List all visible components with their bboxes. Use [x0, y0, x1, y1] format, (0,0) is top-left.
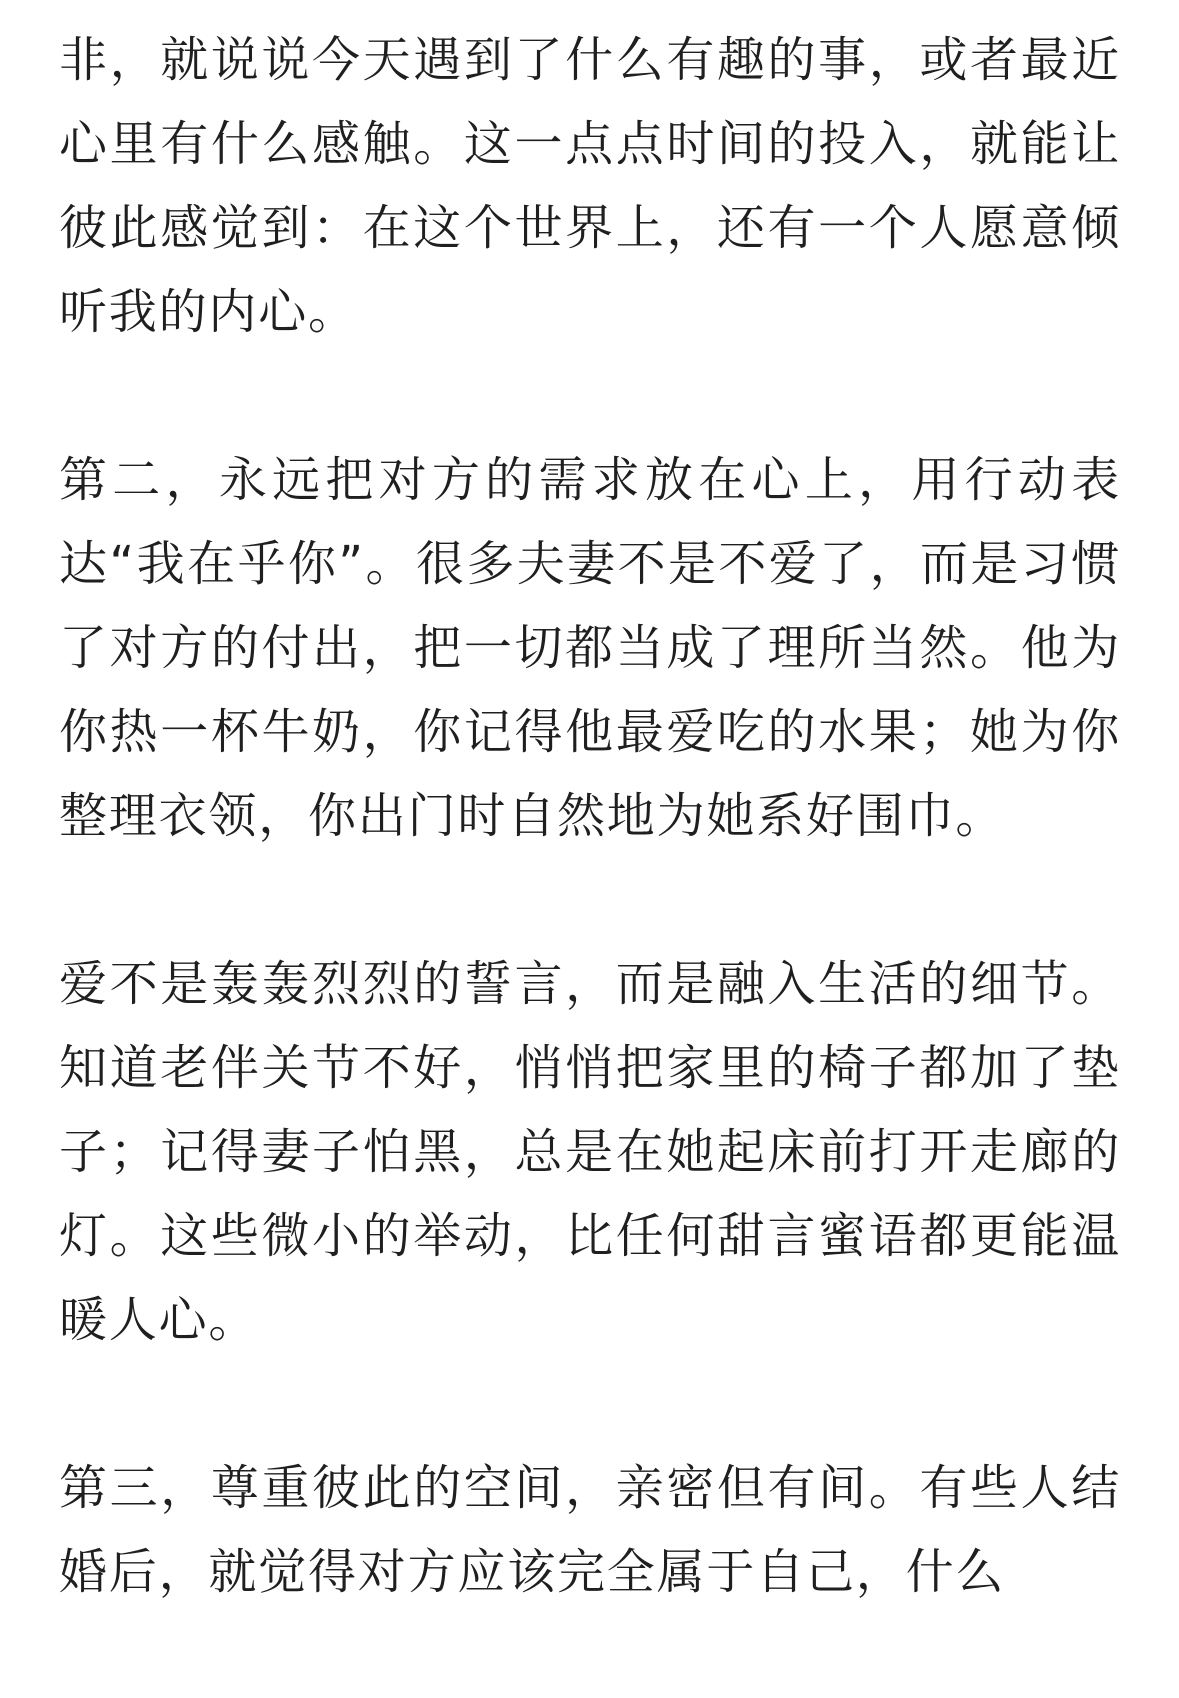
- paragraph-love-details: 爱不是轰轰烈烈的誓言，而是融入生活的细节。知道老伴关节不好，悄悄把家里的椅子都加了垫子；记得妻子怕黑，总是在她起床前打开走廊的灯。这些微小的举动，比任何甜言蜜语都更能温暖人心。: [59, 956, 1121, 1348]
- paragraph-third-point: 第三，尊重彼此的空间，亲密但有间。有些人结婚后，就觉得对方应该完全属于自己，什么: [59, 1460, 1121, 1600]
- paragraph-second-point: 第二，永远把对方的需求放在心上，用行动表达“我在乎你”。很多夫妻不是不爱了，而是习惯了对方的付出，把一切都当成了理所当然。他为你热一杯牛奶，你记得他最爱吃的水果；她为你整理衣领，你出门时自然地为她系好围巾。: [59, 452, 1121, 844]
- paragraph-listening: 非，就说说今天遇到了什么有趣的事，或者最近心里有什么感触。这一点点时间的投入，就能让彼此感觉到：在这个世界上，还有一个人愿意倾听我的内心。: [59, 32, 1121, 340]
- article-body: [59, 18, 1121, 1698]
